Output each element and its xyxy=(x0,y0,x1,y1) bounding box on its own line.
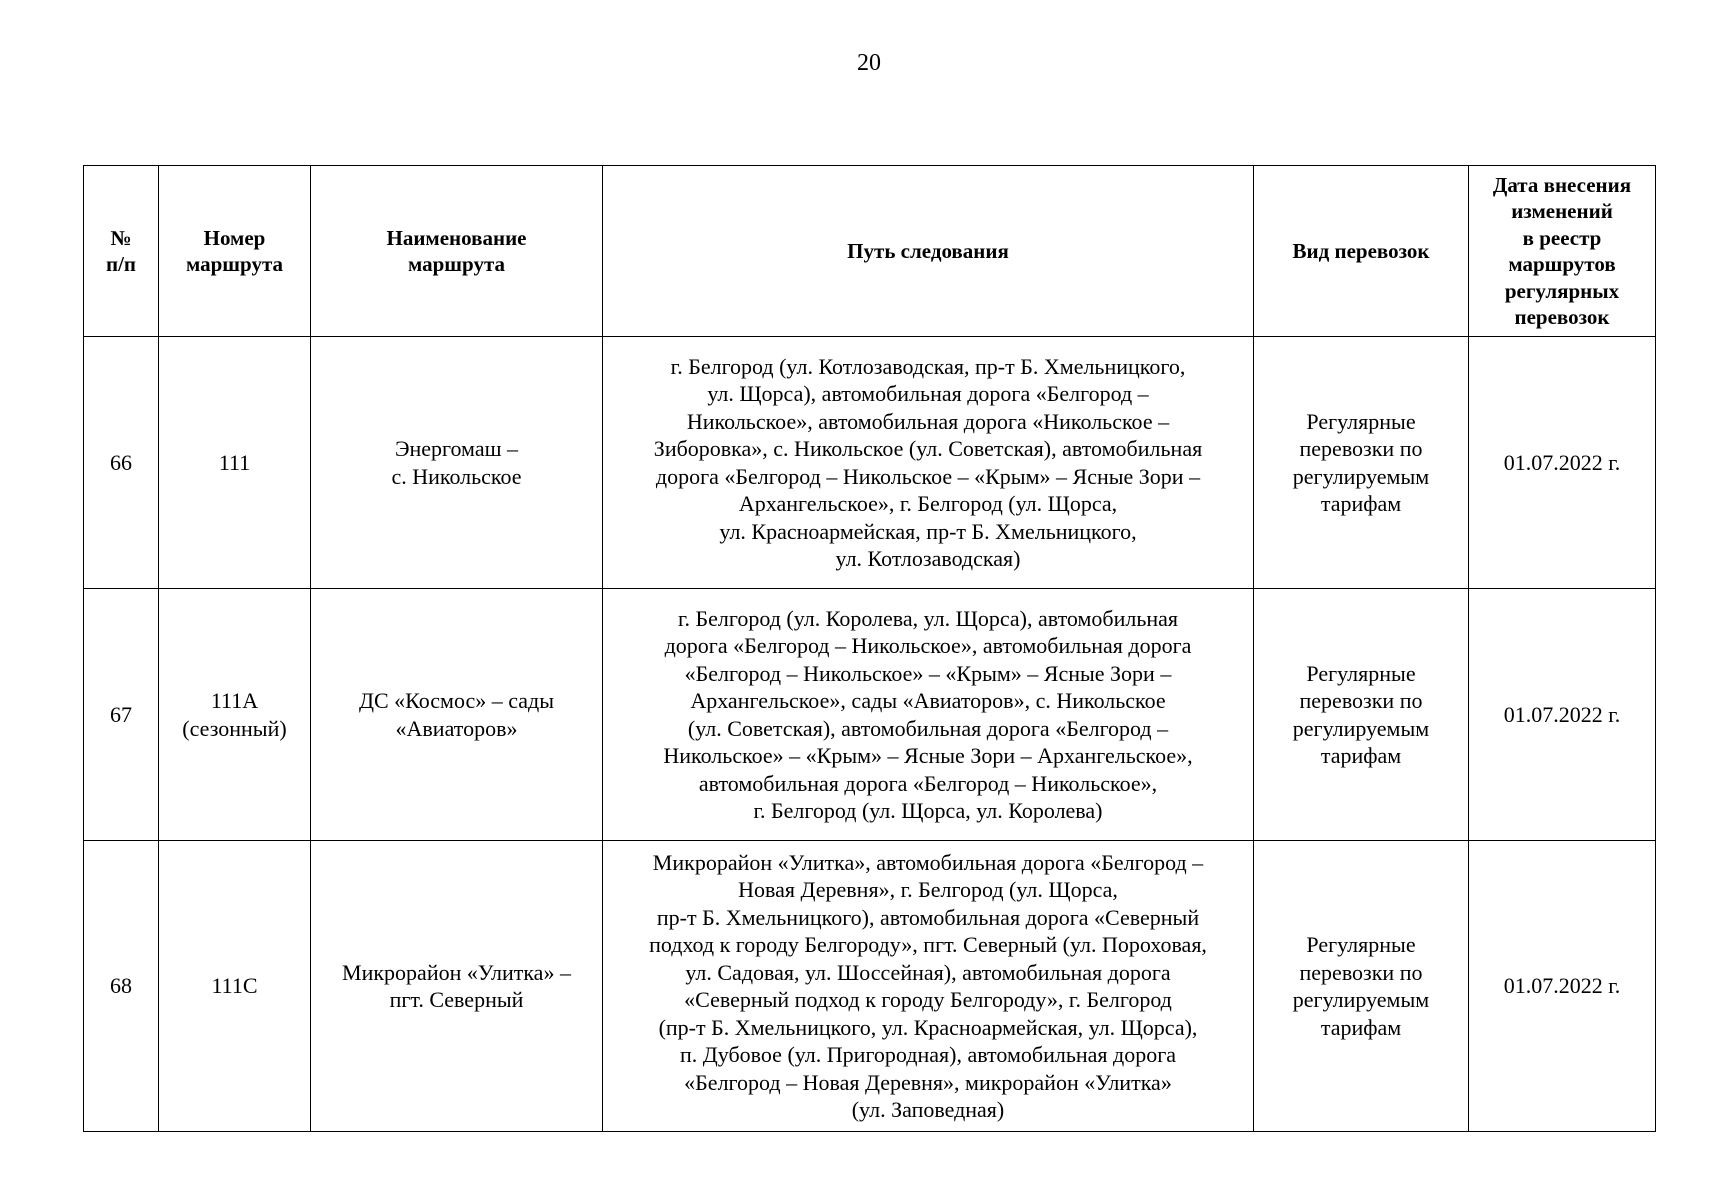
header-transport-type: Вид перевозок xyxy=(1254,166,1469,337)
cell-num: 67 xyxy=(84,589,159,841)
routes-registry-table xyxy=(83,165,1656,1132)
header-registry-date: Дата внесения изменений в реестр маршрутов регулярных перевозок xyxy=(1469,166,1656,337)
cell-route-path: г. Белгород (ул. Королева, ул. Щорса), автомобильная дорога «Белгород – Никольское», автомобильная дорога «Белгород – Никольское» – «Крым» – Ясные Зори – Архангельское», сады «Авиаторов», с. Никольское (ул. Советская), автомобильная дорога «Белгород – Никольское» – «Крым» – Ясные Зори – Архангельское», автомобильная дорога «Белгород – Никольское», г. Белгород (ул. Щорса, ул. Королева) xyxy=(603,589,1254,841)
page-number: 20 xyxy=(857,50,881,76)
cell-registry-date: 01.07.2022 г. xyxy=(1469,589,1656,841)
table-row xyxy=(84,841,1656,1132)
header-route-name: Наименование маршрута xyxy=(311,166,603,337)
header-route-number: Номер маршрута xyxy=(159,166,311,337)
cell-route-number: 111С xyxy=(159,841,311,1132)
cell-route-path: Микрорайон «Улитка», автомобильная дорога «Белгород – Новая Деревня», г. Белгород (ул. Щорса, пр-т Б. Хмельницкого), автомобильная дорога «Северный подход к городу Белгороду», пгт. Северный (ул. Пороховая, ул. Садовая, ул. Шоссейная), автомобильная дорога «Северный подход к городу Белгороду», г. Белгород (пр-т Б. Хмельницкого, ул. Красноармейская, ул. Щорса), п. Дубовое (ул. Пригородная), автомобильная дорога «Белгород – Новая Деревня», микрорайон «Улитка» (ул. Заповедная) xyxy=(603,841,1254,1132)
header-route-path: Путь следования xyxy=(603,166,1254,337)
cell-route-path: г. Белгород (ул. Котлозаводская, пр-т Б. Хмельницкого, ул. Щорса), автомобильная дорога «Белгород – Никольское», автомобильная дорога «Никольское – Зиборовка», с. Никольское (ул. Советская), автомобильная дорога «Белгород – Никольское – «Крым» – Ясные Зори – Архангельское», г. Белгород (ул. Щорса, ул. Красноармейская, пр-т Б. Хмельницкого, ул. Котлозаводская) xyxy=(603,337,1254,589)
cell-transport-type: Регулярные перевозки по регулируемым тарифам xyxy=(1254,841,1469,1132)
cell-num: 68 xyxy=(84,841,159,1132)
cell-route-name: Энергомаш – с. Никольское xyxy=(311,337,603,589)
table-row xyxy=(84,589,1656,841)
cell-route-name: Микрорайон «Улитка» – пгт. Северный xyxy=(311,841,603,1132)
table-row xyxy=(84,337,1656,589)
cell-registry-date: 01.07.2022 г. xyxy=(1469,337,1656,589)
cell-transport-type: Регулярные перевозки по регулируемым тарифам xyxy=(1254,337,1469,589)
cell-route-number: 111 xyxy=(159,337,311,589)
cell-num: 66 xyxy=(84,337,159,589)
cell-transport-type: Регулярные перевозки по регулируемым тарифам xyxy=(1254,589,1469,841)
header-num: № п/п xyxy=(84,166,159,337)
cell-route-name: ДС «Космос» – сады «Авиаторов» xyxy=(311,589,603,841)
cell-route-number: 111А (сезонный) xyxy=(159,589,311,841)
cell-registry-date: 01.07.2022 г. xyxy=(1469,841,1656,1132)
table-header-row xyxy=(84,166,1656,337)
